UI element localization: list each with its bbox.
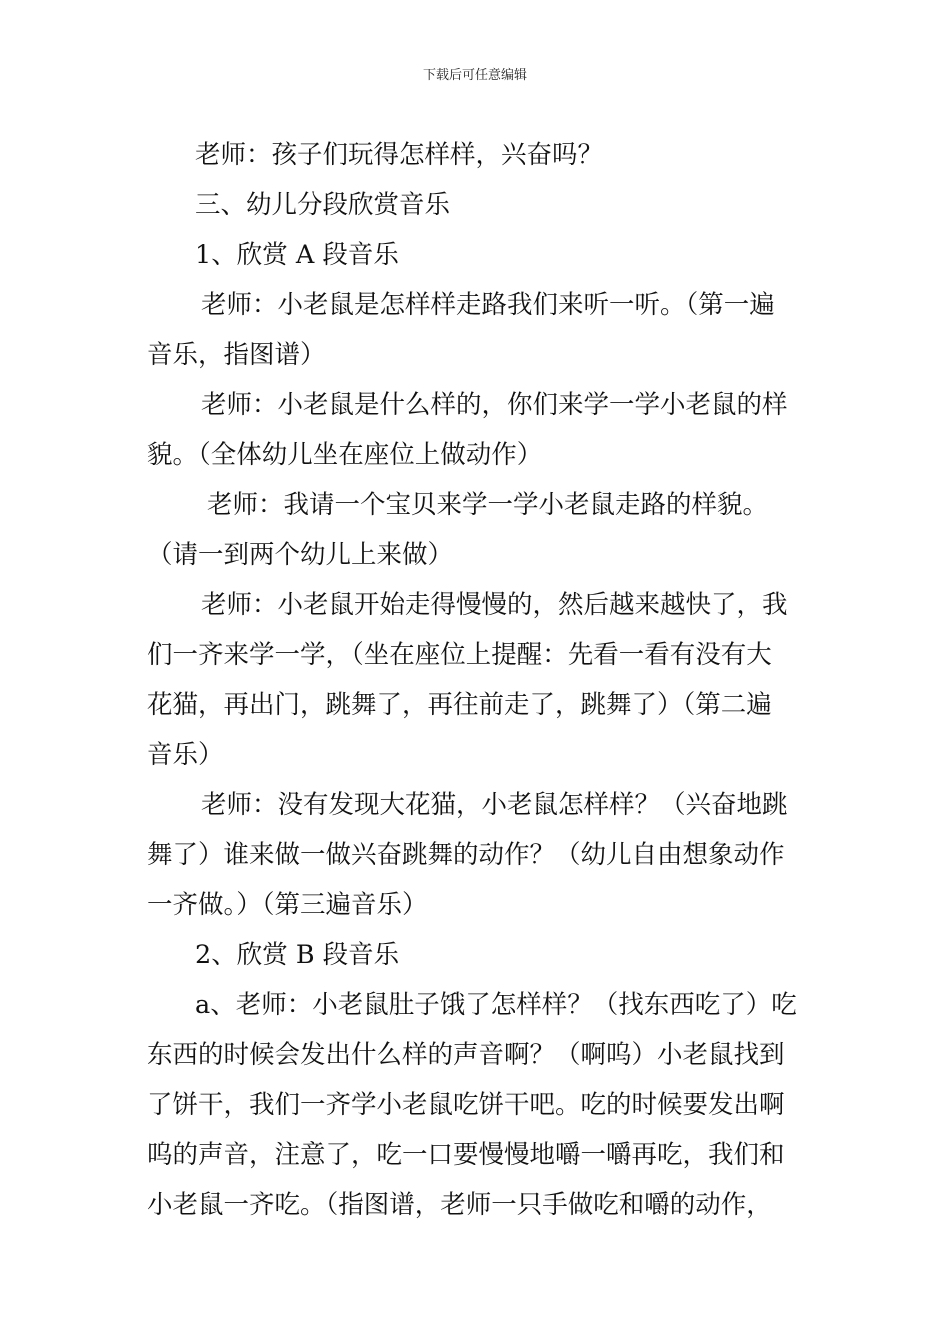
- page-header: 下载后可任意编辑: [422, 68, 527, 83]
- text-line: 貌。（全体幼儿坐在座位上做动作）: [147, 440, 543, 470]
- text-line: 了饼干，我们一齐学小老鼠吃饼干吧。吃的时候要发出啊: [147, 1090, 785, 1120]
- text-line: （请一到两个幼儿上来做）: [147, 540, 454, 570]
- text-line: 们一齐来学一学，（坐在座位上提醒：先看一看有没有大: [147, 640, 772, 670]
- text-line: 音乐）: [147, 740, 224, 770]
- text-line: 老师：小老鼠是怎样样走路我们来听一听。（第一遍: [201, 290, 775, 320]
- text-line: 音乐，指图谱）: [147, 340, 326, 370]
- document-body: [147, 130, 807, 1230]
- text-line: 花猫，再出门，跳舞了，再往前走了，跳舞了）（第二遍: [147, 690, 772, 720]
- text-line: 1、欣赏 A 段音乐: [195, 240, 399, 270]
- text-line: a、老师：小老鼠肚子饿了怎样样？（找东西吃了）吃: [195, 990, 797, 1020]
- text-line: 老师：小老鼠是什么样的，你们来学一学小老鼠的样: [201, 390, 788, 420]
- text-line: 三、幼儿分段欣赏音乐: [195, 190, 451, 220]
- text-line: 舞了）谁来做一做兴奋跳舞的动作？（幼儿自由想象动作: [147, 840, 785, 870]
- text-line: 东西的时候会发出什么样的声音啊？（啊呜）小老鼠找到: [147, 1040, 785, 1070]
- text-line: 老师：没有发现大花猫，小老鼠怎样样？（兴奋地跳: [201, 790, 788, 820]
- text-line: 老师：小老鼠开始走得慢慢的，然后越来越快了，我: [201, 590, 788, 620]
- text-line: 老师：孩子们玩得怎样样，兴奋吗？: [195, 140, 604, 170]
- text-line: 老师：我请一个宝贝来学一学小老鼠走路的样貌。: [207, 490, 769, 520]
- text-line: 呜的声音，注意了，吃一口要慢慢地嚼一嚼再吃，我们和: [147, 1140, 785, 1170]
- text-line: 一齐做。）（第三遍音乐）: [147, 890, 428, 920]
- text-line: 小老鼠一齐吃。（指图谱，老师一只手做吃和嚼的动作，: [147, 1190, 772, 1220]
- text-line: 2、欣赏 B 段音乐: [195, 940, 400, 970]
